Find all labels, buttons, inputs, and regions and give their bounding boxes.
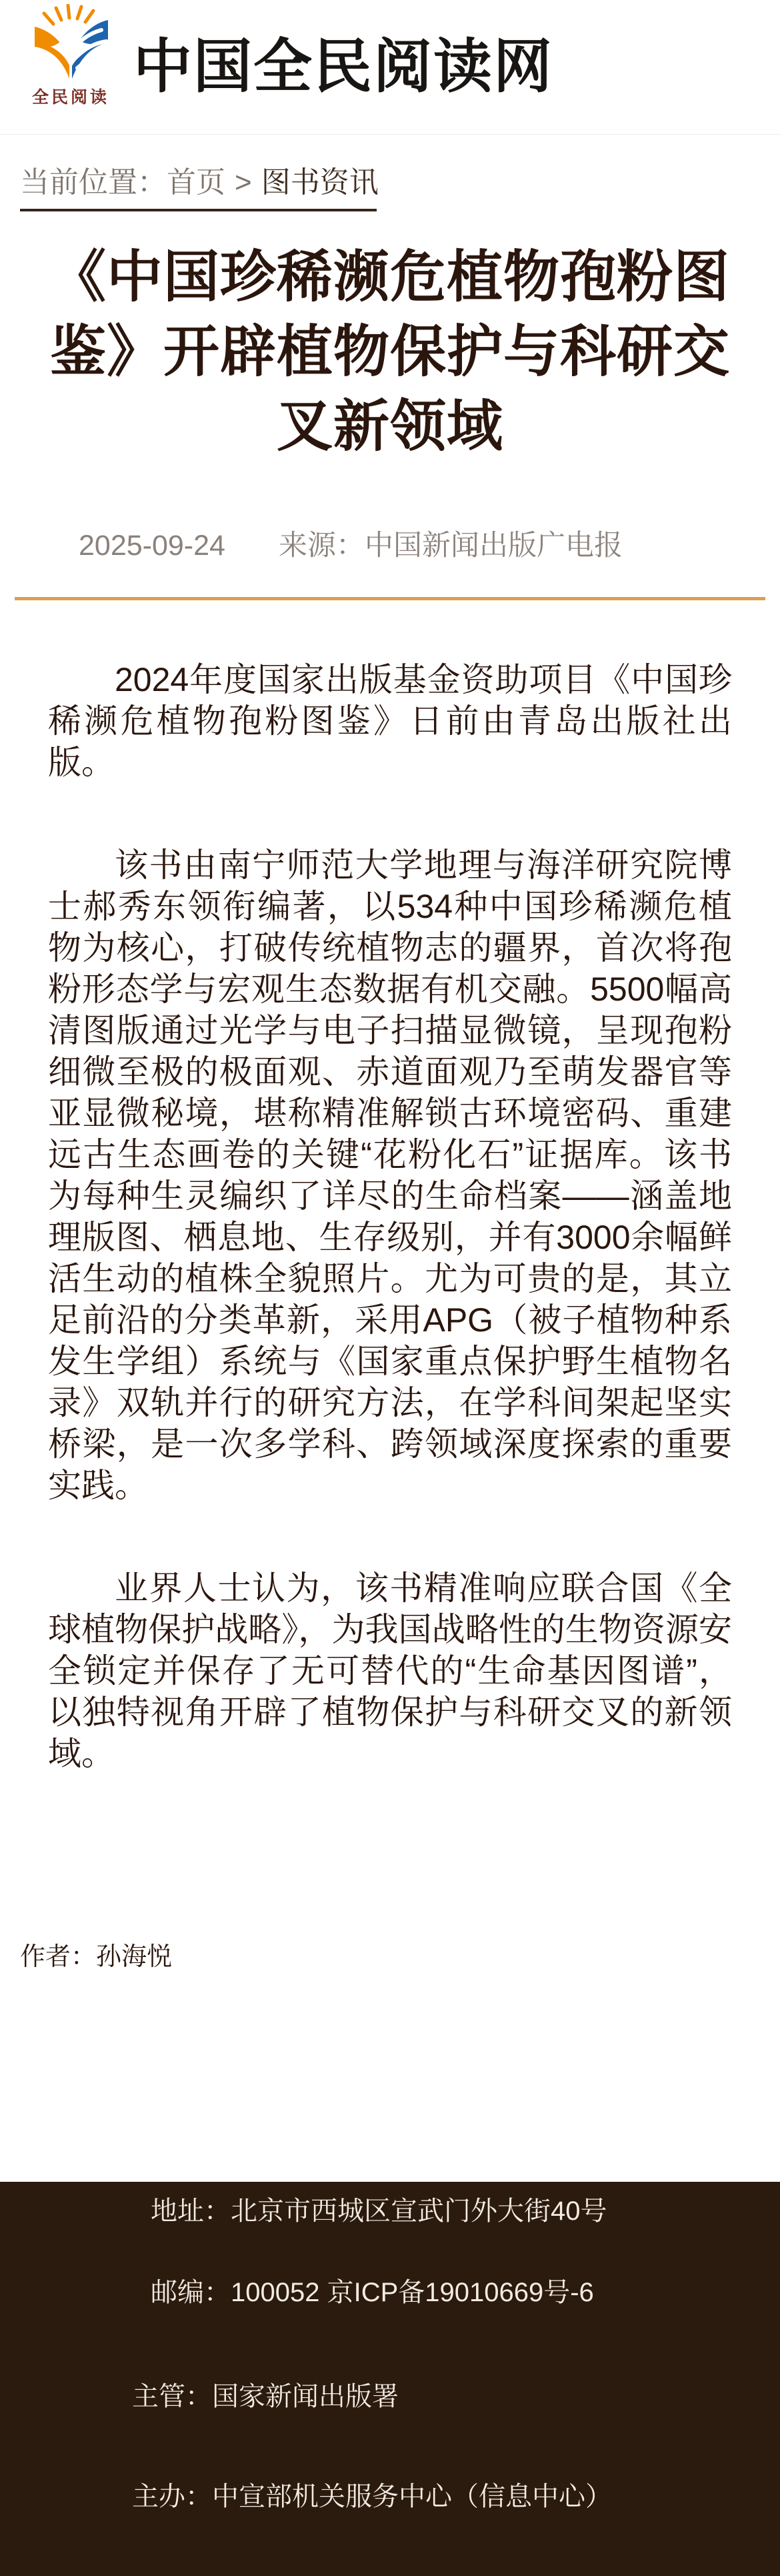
article-source: 来源：中国新闻出版广电报 bbox=[278, 530, 623, 562]
article-title-line: 鉴》开辟植物保护与科研交 bbox=[49, 320, 730, 383]
article-title bbox=[23, 239, 757, 464]
site-name[interactable]: 中国全民阅读网 bbox=[133, 33, 554, 99]
accent-divider bbox=[15, 597, 765, 600]
article-paragraph: 2024年度国家出版基金资助项目《中国珍稀濒危植物孢粉图鉴》日前由青岛出版社出版。 bbox=[48, 661, 732, 781]
site-footer bbox=[0, 2182, 780, 2576]
footer-postcode-icp: 邮编：100052 京ICP备19010669号-6 bbox=[151, 2278, 594, 2307]
logo-caption: 全民阅读 bbox=[31, 88, 109, 107]
publish-date: 2025-09-24 bbox=[79, 530, 225, 562]
breadcrumb-label: 当前位置： bbox=[20, 166, 167, 199]
breadcrumb-section-link[interactable]: 图书资讯 bbox=[261, 166, 379, 199]
site-header bbox=[0, 0, 780, 134]
header-divider bbox=[0, 134, 780, 135]
article-title-line: 《中国珍稀濒危植物孢粉图 bbox=[49, 245, 730, 308]
site-logo[interactable] bbox=[27, 4, 115, 108]
article-paragraph: 业界人士认为，该书精准响应联合国《全球植物保护战略》，为我国战略性的生物资源安全锁定并保存了无可替代的“生命基因图谱”，以独特视角开辟了植物保护与科研交叉的新领域。 bbox=[48, 1569, 732, 1772]
footer-supervisor: 主管：国家新闻出版署 bbox=[132, 2382, 399, 2411]
article-paragraph: 该书由南宁师范大学地理与海洋研究院博士郝秀东领衔编著，以534种中国珍稀濒危植物为核心，打破传统植物志的疆界，首次将孢粉形态学与宏观生态数据有机交融。5500幅高清图版通过光学与电子扫描显微镜，呈现孢粉细微至极的极面观、赤道面观乃至萌发器官等亚显微秘境，堪称精准解锁古环境密码、重建远古生态画卷的关键“花粉化石”证据库。该书为每种生灵编织了详尽的生命档案——涵盖地理版图、栖息地、生存级别，并有3000余幅鲜活生动的植株全貌照片。尤为可贵的是，其立足前沿的分类革新，采用APG（被子植物种系发生学组）系统与《国家重点保护野生植物名录》双轨并行的研究方法，在学科间架起坚实桥梁，是一次多学科、跨领域深度探索的重要实践。 bbox=[48, 846, 732, 1504]
open-book-logo-icon bbox=[27, 4, 115, 83]
article-title-line: 叉新领域 bbox=[276, 395, 503, 458]
breadcrumb-home-link[interactable]: 首页 bbox=[167, 166, 225, 199]
breadcrumb-underline bbox=[20, 209, 377, 211]
author-line: 作者：孙海悦 bbox=[20, 1943, 173, 1971]
footer-organizer: 主办：中宣部机关服务中心（信息中心） bbox=[132, 2482, 612, 2511]
breadcrumb bbox=[0, 166, 780, 199]
article-body bbox=[0, 659, 780, 1774]
footer-address: 地址：北京市西城区宣武门外大街40号 bbox=[151, 2196, 607, 2226]
article-meta bbox=[0, 529, 780, 562]
breadcrumb-separator: > bbox=[235, 166, 252, 199]
